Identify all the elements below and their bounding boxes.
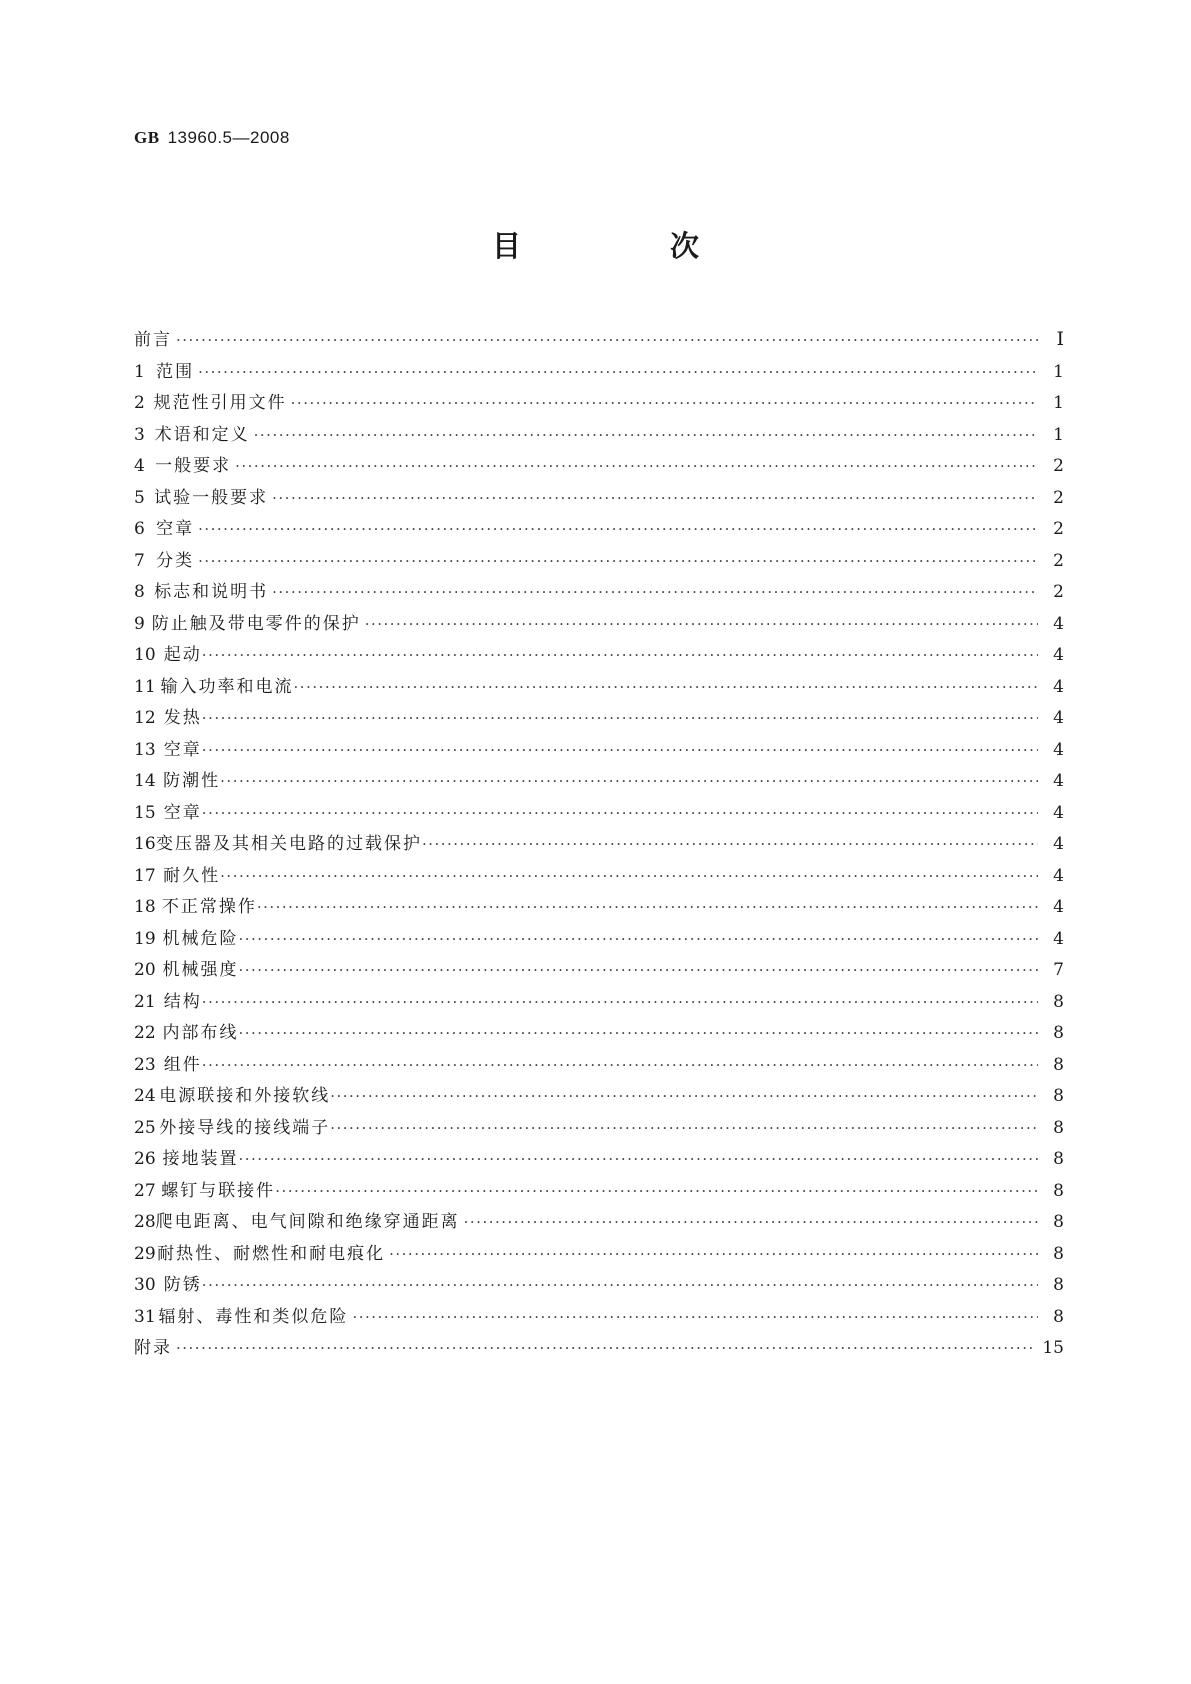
toc-entry[interactable] [134, 1333, 1064, 1365]
toc-entry-label: 机械强度 [162, 960, 239, 980]
toc-entry-number: 6 [134, 519, 145, 539]
toc-leader-dots [239, 1024, 1039, 1042]
toc-entry-label: 术语和定义 [154, 424, 250, 445]
toc-leader-dots [352, 1308, 1038, 1326]
toc-entry-page: 8 [1053, 1243, 1064, 1264]
toc-leader-dots [330, 1119, 1038, 1137]
toc-entry[interactable] [134, 514, 1064, 546]
toc-entry-number: 13 [134, 739, 156, 760]
toc-entry-page: Ⅰ [1056, 329, 1064, 350]
toc-entry[interactable] [134, 798, 1064, 830]
toc-entry-number: 29 [134, 1243, 156, 1264]
toc-entry-page: 4 [1053, 676, 1064, 697]
toc-entry-label: 发热 [163, 708, 202, 728]
toc-entry-label: 标志和说明书 [154, 582, 269, 602]
table-of-contents [134, 325, 1064, 1365]
toc-entry-page: 8 [1053, 1275, 1064, 1295]
toc-leader-dots [294, 678, 1038, 696]
toc-leader-dots [220, 772, 1038, 790]
toc-entry-number: 1 [134, 361, 145, 382]
toc-entry-number: 4 [134, 456, 145, 476]
toc-leader-dots [198, 552, 1038, 570]
toc-entry-label: 防止触及带电零件的保护 [151, 613, 361, 634]
toc-entry-number: 22 [134, 1023, 156, 1043]
toc-leader-dots [198, 520, 1038, 538]
toc-entry-label: 分类 [156, 550, 195, 571]
toc-entry-label: 范围 [156, 361, 195, 382]
toc-leader-dots [235, 457, 1038, 475]
toc-entry-label: 不正常操作 [161, 897, 257, 917]
toc-leader-dots [202, 646, 1038, 664]
toc-entry[interactable] [134, 703, 1064, 735]
toc-entry-label: 外接导线的接线端子 [159, 1117, 331, 1138]
toc-entry-number: 26 [134, 1149, 156, 1169]
toc-entry-label: 前言 [134, 330, 172, 350]
toc-entry-number: 23 [134, 1054, 156, 1075]
toc-entry-number: 20 [134, 960, 156, 980]
toc-entry[interactable] [134, 1050, 1064, 1082]
toc-leader-dots [202, 1056, 1038, 1074]
toc-entry[interactable] [134, 892, 1064, 924]
toc-entry[interactable] [134, 609, 1064, 641]
toc-entry[interactable] [134, 955, 1064, 987]
toc-entry-number: 31 [134, 1306, 156, 1327]
toc-entry-page: 1 [1053, 361, 1064, 382]
toc-entry-page: 8 [1053, 1180, 1064, 1201]
standard-number: 13960.5—2008 [167, 128, 290, 147]
toc-leader-dots [239, 961, 1039, 979]
standard-prefix: GB [134, 128, 160, 147]
toc-entry-page: 8 [1053, 1212, 1064, 1232]
toc-entry-page: 15 [1042, 1338, 1064, 1358]
toc-leader-dots [272, 489, 1038, 507]
toc-entry-page: 4 [1053, 708, 1064, 728]
toc-entry-label: 空章 [156, 519, 195, 539]
toc-entry-label: 防锈 [163, 1275, 202, 1295]
toc-entry[interactable] [134, 1302, 1064, 1334]
toc-leader-dots [291, 394, 1038, 412]
toc-leader-dots [198, 363, 1038, 381]
toc-entry[interactable] [134, 388, 1064, 420]
toc-entry[interactable] [134, 640, 1064, 672]
toc-leader-dots [272, 583, 1038, 601]
toc-entry[interactable] [134, 1207, 1064, 1239]
toc-leader-dots [176, 331, 1038, 349]
toc-entry[interactable] [134, 483, 1064, 515]
toc-entry-number: 19 [134, 928, 156, 949]
toc-entry-page: 8 [1053, 1306, 1064, 1327]
toc-entry-label: 变压器及其相关电路的过载保护 [155, 834, 422, 854]
toc-entry[interactable] [134, 735, 1064, 767]
toc-entry-label: 电源联接和外接软线 [159, 1086, 331, 1106]
toc-entry-label: 输入功率和电流 [160, 676, 294, 697]
toc-leader-dots [464, 1213, 1038, 1231]
toc-entry-page: 7 [1053, 960, 1064, 980]
toc-entry-label: 内部布线 [162, 1023, 239, 1043]
toc-entry-label: 规范性引用文件 [153, 393, 287, 413]
toc-entry-page: 8 [1053, 1054, 1064, 1075]
toc-entry-page: 2 [1053, 550, 1064, 571]
toc-entry-page: 8 [1053, 1149, 1064, 1169]
toc-entry-page: 2 [1053, 487, 1064, 508]
toc-entry-page: 4 [1053, 865, 1064, 886]
toc-entry-page: 4 [1053, 771, 1064, 791]
toc-entry-label: 耐热性、耐燃性和耐电痕化 [157, 1243, 386, 1264]
toc-entry-number: 24 [134, 1086, 156, 1106]
toc-entry-label: 空章 [163, 739, 202, 760]
toc-entry-number: 2 [134, 393, 145, 413]
toc-entry-page: 8 [1053, 1023, 1064, 1043]
toc-leader-dots [202, 741, 1038, 759]
toc-entry[interactable] [134, 1081, 1064, 1113]
toc-entry-page: 8 [1053, 991, 1064, 1012]
toc-leader-dots [365, 615, 1038, 633]
toc-leader-dots [220, 867, 1038, 885]
toc-entry-page: 4 [1053, 897, 1064, 917]
toc-entry-label: 空章 [163, 802, 202, 823]
toc-entry[interactable] [134, 766, 1064, 798]
toc-entry-page: 4 [1053, 645, 1064, 665]
toc-entry[interactable] [134, 1270, 1064, 1302]
toc-entry-label: 接地装置 [162, 1149, 239, 1169]
toc-leader-dots [275, 1182, 1038, 1200]
toc-leader-dots [422, 835, 1038, 853]
toc-entry-label: 爬电距离、电气间隙和绝缘穿通距离 [155, 1212, 460, 1232]
toc-entry[interactable] [134, 987, 1064, 1019]
toc-entry-page: 4 [1053, 739, 1064, 760]
toc-entry-page: 2 [1053, 519, 1064, 539]
toc-entry[interactable] [134, 861, 1064, 893]
toc-entry-number: 16 [134, 834, 156, 854]
toc-entry-page: 4 [1053, 613, 1064, 634]
toc-leader-dots [254, 426, 1038, 444]
toc-leader-dots [239, 1150, 1039, 1168]
toc-entry[interactable] [134, 577, 1064, 609]
toc-entry-number: 10 [134, 645, 156, 665]
toc-entry-number: 25 [134, 1117, 156, 1138]
toc-entry-label: 机械危险 [162, 928, 239, 949]
toc-leader-dots [202, 804, 1038, 822]
toc-entry[interactable] [134, 924, 1064, 956]
toc-entry-label: 辐射、毒性和类似危险 [158, 1306, 349, 1327]
toc-entry-label: 结构 [163, 991, 202, 1012]
toc-entry-label: 附录 [134, 1338, 172, 1358]
toc-leader-dots [202, 993, 1038, 1011]
toc-entry[interactable] [134, 451, 1064, 483]
toc-entry-number: 21 [134, 991, 156, 1012]
toc-entry[interactable] [134, 1018, 1064, 1050]
toc-entry-label: 组件 [163, 1054, 202, 1075]
toc-entry-label: 防潮性 [163, 771, 221, 791]
toc-entry-label: 耐久性 [163, 865, 221, 886]
page-title: 目 次 [491, 229, 759, 263]
toc-entry[interactable] [134, 546, 1064, 578]
toc-entry[interactable] [134, 1176, 1064, 1208]
toc-entry-number: 5 [134, 487, 145, 508]
toc-entry-number: 12 [134, 708, 156, 728]
toc-entry-page: 8 [1053, 1117, 1064, 1138]
toc-leader-dots [176, 1339, 1034, 1357]
toc-leader-dots [257, 898, 1038, 916]
toc-entry-label: 试验一般要求 [154, 487, 269, 508]
standard-code [134, 128, 290, 148]
toc-entry-number: 8 [134, 582, 145, 602]
toc-entry-number: 11 [134, 676, 156, 697]
toc-entry-page: 1 [1053, 424, 1064, 445]
toc-entry-page: 4 [1053, 802, 1064, 823]
toc-leader-dots [330, 1087, 1038, 1105]
toc-leader-dots [202, 1276, 1038, 1294]
toc-entry-page: 4 [1053, 834, 1064, 854]
toc-entry-page: 1 [1053, 393, 1064, 413]
toc-entry-page: 2 [1053, 582, 1064, 602]
toc-entry-number: 14 [134, 771, 156, 791]
toc-entry[interactable] [134, 1113, 1064, 1145]
toc-entry[interactable] [134, 420, 1064, 452]
toc-entry-label: 螺钉与联接件 [161, 1180, 276, 1201]
toc-entry-number: 7 [134, 550, 145, 571]
toc-entry-page: 8 [1053, 1086, 1064, 1106]
toc-entry-number: 9 [134, 613, 145, 634]
toc-entry[interactable] [134, 1239, 1064, 1271]
toc-leader-dots [389, 1245, 1038, 1263]
toc-entry-number: 27 [134, 1180, 156, 1201]
toc-entry[interactable] [134, 357, 1064, 389]
toc-entry-label: 一般要求 [155, 456, 232, 476]
toc-entry-label: 起动 [163, 645, 202, 665]
toc-entry-number: 30 [134, 1275, 156, 1295]
toc-entry-page: 2 [1053, 456, 1064, 476]
toc-entry-number: 17 [134, 865, 156, 886]
toc-entry-number: 15 [134, 802, 156, 823]
toc-entry[interactable] [134, 829, 1064, 861]
toc-entry[interactable] [134, 672, 1064, 704]
toc-entry-number: 18 [134, 897, 156, 917]
toc-entry-number: 28 [134, 1212, 156, 1232]
toc-entry[interactable] [134, 325, 1064, 357]
toc-entry-page: 4 [1053, 928, 1064, 949]
toc-leader-dots [202, 709, 1038, 727]
toc-entry[interactable] [134, 1144, 1064, 1176]
toc-entry-number: 3 [134, 424, 145, 445]
toc-leader-dots [239, 930, 1039, 948]
